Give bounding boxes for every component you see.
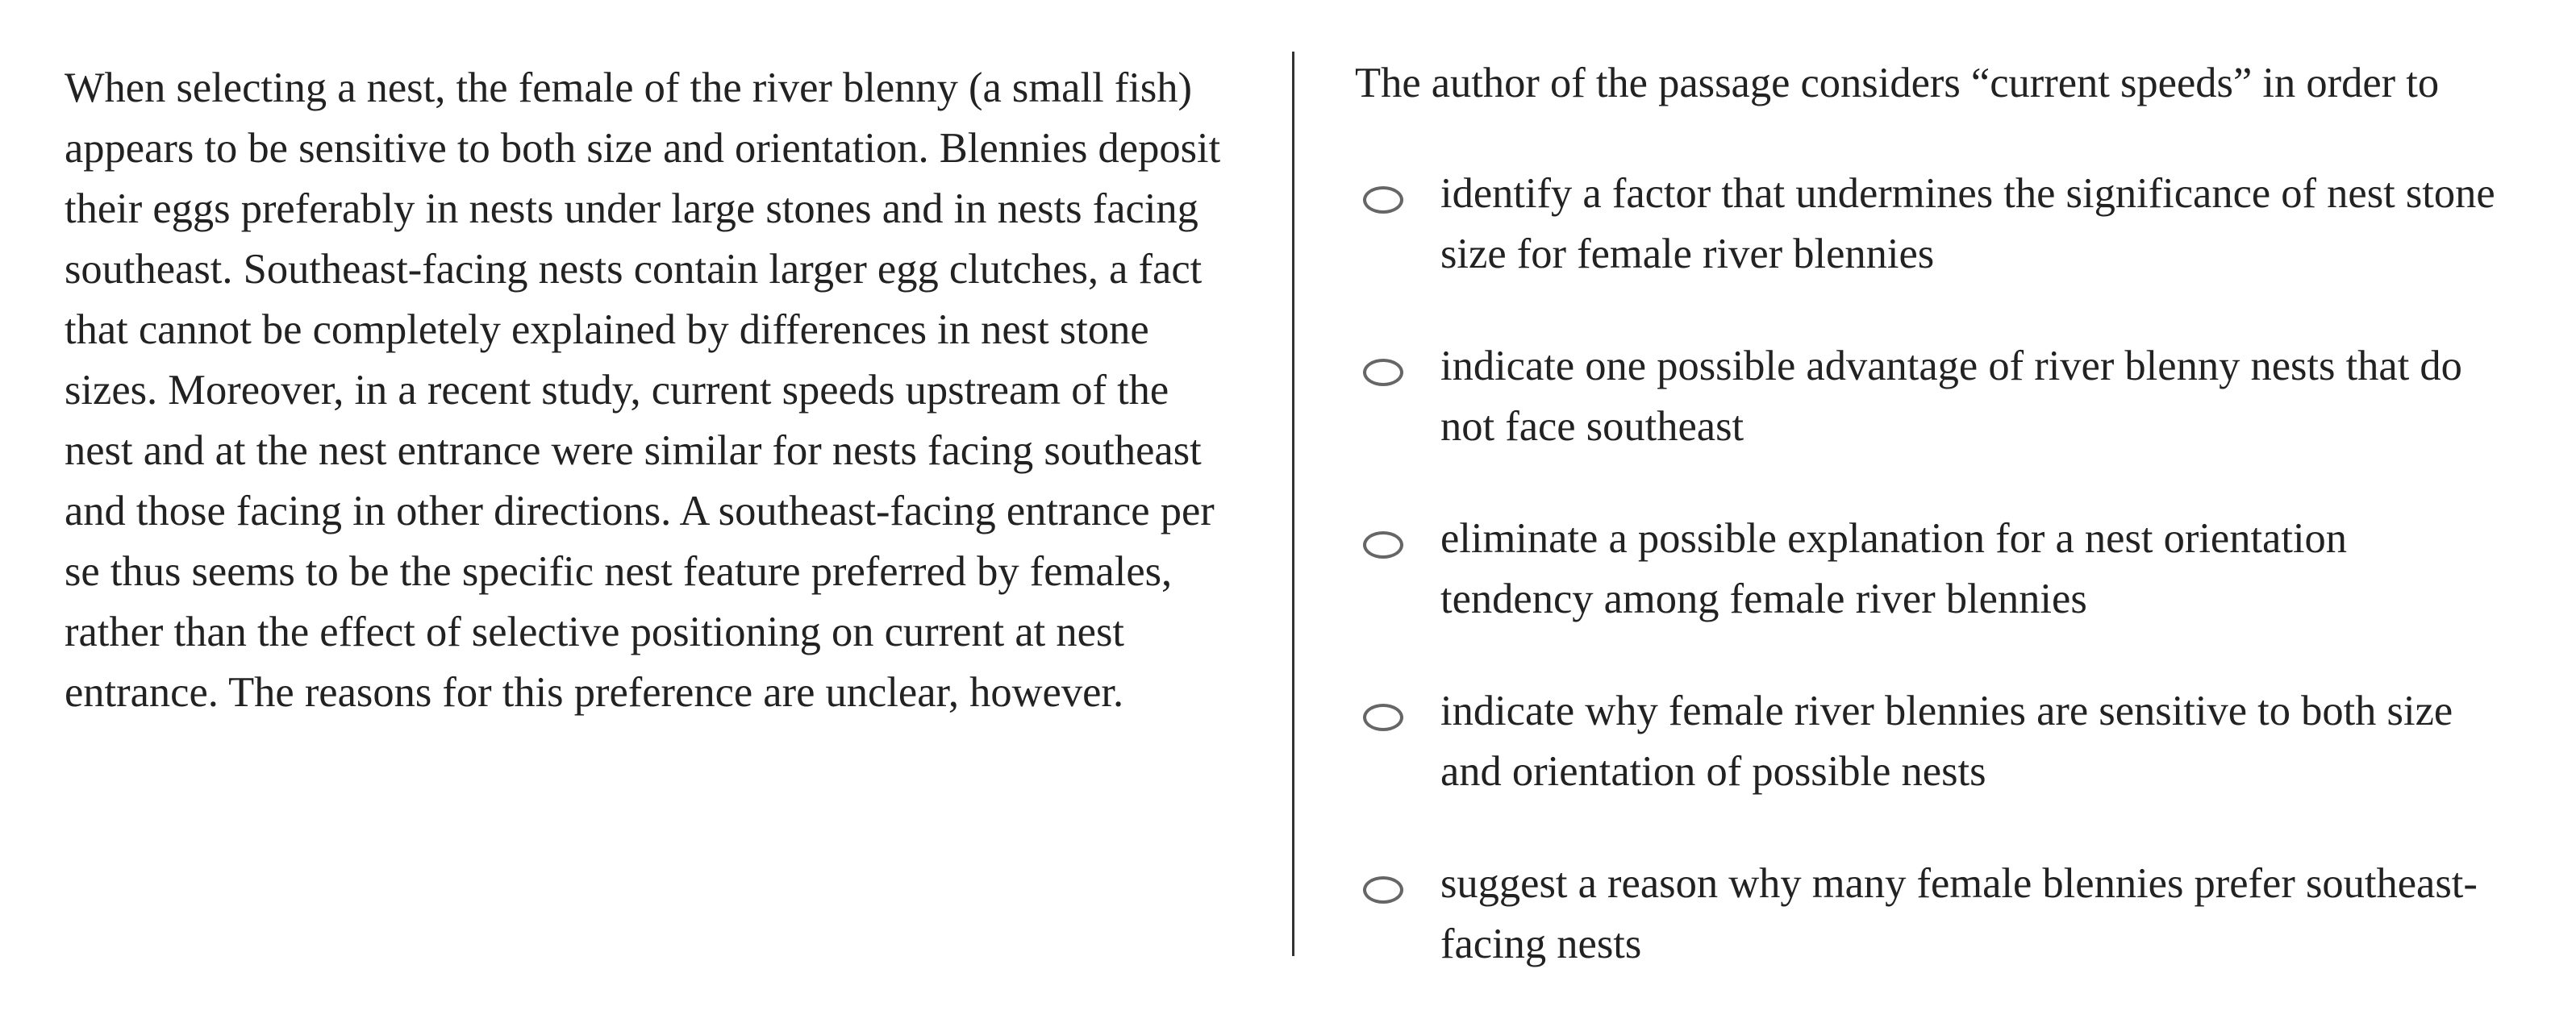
answer-option-d[interactable] [1355, 681, 2549, 854]
column-divider [1292, 52, 1294, 956]
radio-button-icon[interactable] [1363, 704, 1403, 731]
answer-option-label[interactable]: identify a factor that undermines the significance of nest stone size for female river blennies [1440, 170, 2495, 277]
answer-option-label[interactable]: suggest a reason why many female blennies prefer southeast-facing nests [1440, 860, 2478, 967]
radio-button-icon[interactable] [1363, 359, 1403, 386]
answer-option-c[interactable] [1355, 509, 2549, 681]
question-stem: The author of the passage considers “current speeds” in order to [1355, 60, 2440, 106]
answer-option-label[interactable]: indicate why female river blennies are sensitive to both size and orientation of possible nests [1440, 688, 2453, 795]
reading-passage: When selecting a nest, the female of the river blenny (a small fish) appears to be sensitive to both size and orientation. Blennies deposit their eggs preferably in nests under large stones and in nests facing southeast. Southeast-facing nests contain larger egg clutches, a fact that cannot be completely explained by differences in nest stone sizes. Moreover, in a recent study, current speeds upstream of the nest and at the nest entrance were similar for nests facing southeast and those facing in other directions. A southeast-facing entrance per se thus seems to be the specific nest feature preferred by females, rather than the effect of selective positioning on current at nest entrance. The reasons for this preference are unclear, however. [65, 64, 1221, 716]
radio-button-icon[interactable] [1363, 186, 1403, 214]
answer-option-b[interactable] [1355, 336, 2549, 509]
answer-options [1355, 164, 2549, 1026]
answer-option-label[interactable]: indicate one possible advantage of river blenny nests that do not face southeast [1440, 343, 2462, 450]
answer-option-a[interactable] [1355, 164, 2549, 336]
radio-button-icon[interactable] [1363, 531, 1403, 559]
radio-button-icon[interactable] [1363, 876, 1403, 904]
answer-option-label[interactable]: eliminate a possible explanation for a nest orientation tendency among female river blennies [1440, 515, 2348, 622]
answer-option-e[interactable] [1355, 854, 2549, 1026]
